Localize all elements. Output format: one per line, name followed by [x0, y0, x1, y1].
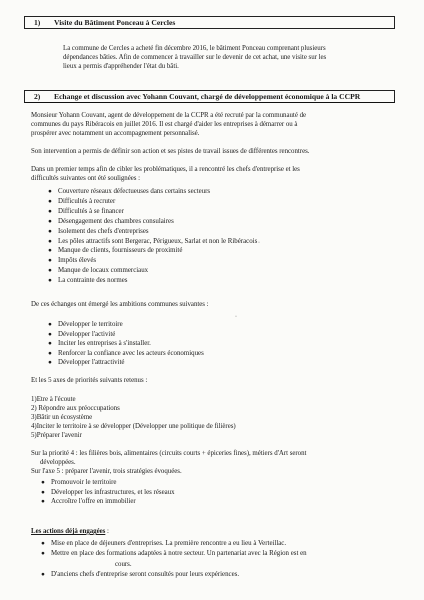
- bullet-dot-icon: ●: [48, 227, 52, 235]
- difficulties-intro-line: Dans un premier temps afin de cibler les problématiques, il a rencontré les chefs d'entreprise et les: [31, 166, 300, 173]
- bullet-dot-icon: ●: [48, 257, 52, 265]
- actions-heading-label: Les actions déjà engagées: [31, 528, 106, 535]
- section-1-title: Visite du Bâtiment Ponceau à Cercles: [54, 18, 176, 27]
- difficulties-intro-line: difficultés suivantes ont été soulignées :: [31, 175, 141, 182]
- bullet-dot-icon: ●: [48, 349, 52, 357]
- axe-line: 3)Bâtir un écosystème: [31, 414, 93, 421]
- list-item: ● Inciter les entreprises à s'installer.: [48, 340, 151, 348]
- section-1-number: 1): [34, 18, 41, 27]
- section-2-title: Echange et discussion avec Yohann Couvant, chargé de développement économique à la CCPR: [54, 92, 361, 101]
- list-item: ● Renforcer la confiance avec les acteurs économiques: [48, 349, 204, 357]
- list-item: ● Promouvoir le territoire: [41, 479, 117, 486]
- list-item: ● La contrainte des normes: [48, 277, 128, 285]
- list-item: ● Les pôles attractifs sont Bergerac, Périgueux, Sarlat et non le Ribéracois: [48, 237, 258, 245]
- bullet-dot-icon: ●: [48, 267, 52, 275]
- list-item: ● Développer le territoire: [48, 321, 123, 328]
- list-item: ● Désengagement des chambres consulaires: [48, 217, 174, 225]
- ambitions-list: [48, 320, 204, 368]
- axe-line: 2) Répondre aux préoccupations: [31, 405, 120, 412]
- actions-heading-colon: :: [105, 528, 109, 535]
- strategies-list: [41, 478, 175, 507]
- actions-list-cont: [41, 570, 239, 580]
- section-2-number: 2): [34, 92, 41, 101]
- list-item: ● Développer les infrastructures, et les réseaux: [41, 488, 175, 496]
- mission-line: Son intervention a permis de définir son action et ses pistes de travail issues de différentes rencontres.: [31, 148, 310, 155]
- priority4-line: développées.: [40, 459, 76, 466]
- bullet-dot-icon: ●: [48, 188, 52, 195]
- bullet-dot-icon: ●: [48, 247, 52, 255]
- list-item: ● Développer l'attractivité: [48, 359, 125, 367]
- section-1-line: lieux a permis d'appréhender l'état du bâti.: [63, 63, 179, 70]
- bullet-dot-icon: ●: [48, 197, 52, 205]
- list-item: ● D'anciens chefs d'entreprise seront consultés pour leurs expériences.: [41, 571, 240, 578]
- list-item: ● Impôts élevés: [48, 257, 97, 265]
- priority4-line: Sur la priorité 4 : les filières bois, alimentaires (circuits courts + épiceries fines), métiers d'Art seront: [31, 450, 307, 457]
- bullet-dot-icon: ●: [48, 237, 52, 245]
- list-item: ● Développer l'activité: [48, 330, 116, 338]
- bullet-dot-icon: ●: [48, 217, 52, 225]
- list-item: ● Difficultés à recruter: [48, 197, 116, 205]
- axes-intro: Et les 5 axes de priorités suivants retenus :: [31, 377, 148, 384]
- list-item: ● Mise en place de déjeuners d'entreprises. La première rencontre a eu lieu à Verteillac.: [41, 540, 287, 547]
- bullet-dot-icon: ●: [48, 359, 52, 367]
- bullet-dot-icon: ●: [41, 488, 45, 496]
- bullet-dot-icon: ●: [41, 479, 45, 486]
- difficulties-list: [48, 187, 257, 286]
- intro-line: prospérer avec notamment un accompagnement personnalisé.: [31, 130, 200, 137]
- actions-heading: [31, 527, 109, 536]
- list-item: ● Manque de clients, fournisseurs de proximité: [48, 247, 183, 255]
- intro-line: Monsieur Yohann Couvant, agent de développement de la CCPR a été recruté par la communauté de: [31, 112, 307, 119]
- section-1-heading: [24, 16, 395, 29]
- axe-line: 4)Inciter le territoire à se développer (Développer une politique de filières): [31, 423, 236, 430]
- bullet-dot-icon: ●: [41, 549, 45, 557]
- speck-mark: ·: [235, 314, 237, 320]
- list-item: ● Accroître l'offre en immobilier: [41, 498, 136, 506]
- actions-continuation: cours.: [115, 561, 132, 568]
- bullet-dot-icon: ●: [48, 207, 52, 215]
- list-item: ● Manque de locaux commerciaux: [48, 267, 149, 275]
- bullet-dot-icon: ●: [41, 571, 45, 578]
- axe-line: 5)Préparer l'avenir: [31, 432, 82, 439]
- section-2-heading: [24, 90, 395, 103]
- list-item: ● Isolement des chefs d'entreprises: [48, 227, 149, 235]
- list-item: ● Couverture réseaux défectueuses dans certains secteurs: [48, 188, 211, 195]
- bullet-dot-icon: ●: [48, 277, 52, 285]
- bullet-dot-icon: ●: [41, 540, 45, 547]
- bullet-dot-icon: ●: [41, 498, 45, 506]
- intro-line: communes du pays Ribéracois en juillet 2016. Il est chargé d'aider les entreprises à démarrer ou à: [31, 121, 298, 128]
- speck-mark: ·: [258, 240, 260, 246]
- axe5-line: Sur l'axe 5 : préparer l'avenir, trois stratégies évoquées.: [31, 468, 182, 475]
- section-1-line: dépendances bâties. Afin de commencer à travailler sur le devenir de cet achat, une visite sur les: [63, 54, 327, 61]
- axe-line: 1)Etre à l'écoute: [31, 396, 76, 403]
- ambitions-intro: De ces échanges ont émergé les ambitions communes suivantes :: [31, 301, 209, 308]
- list-item: ● Mettre en place des formations adaptées à notre secteur. Un partenariat avec la Région est en: [41, 549, 307, 557]
- bullet-dot-icon: ●: [48, 330, 52, 338]
- bullet-dot-icon: ●: [48, 321, 52, 328]
- bullet-dot-icon: ●: [48, 340, 52, 348]
- section-1-line: La commune de Cercles a acheté fin décembre 2016, le bâtiment Ponceau comprenant plusieurs: [63, 45, 326, 52]
- list-item: ● Difficultés à se financer: [48, 207, 124, 215]
- actions-list: [41, 539, 307, 558]
